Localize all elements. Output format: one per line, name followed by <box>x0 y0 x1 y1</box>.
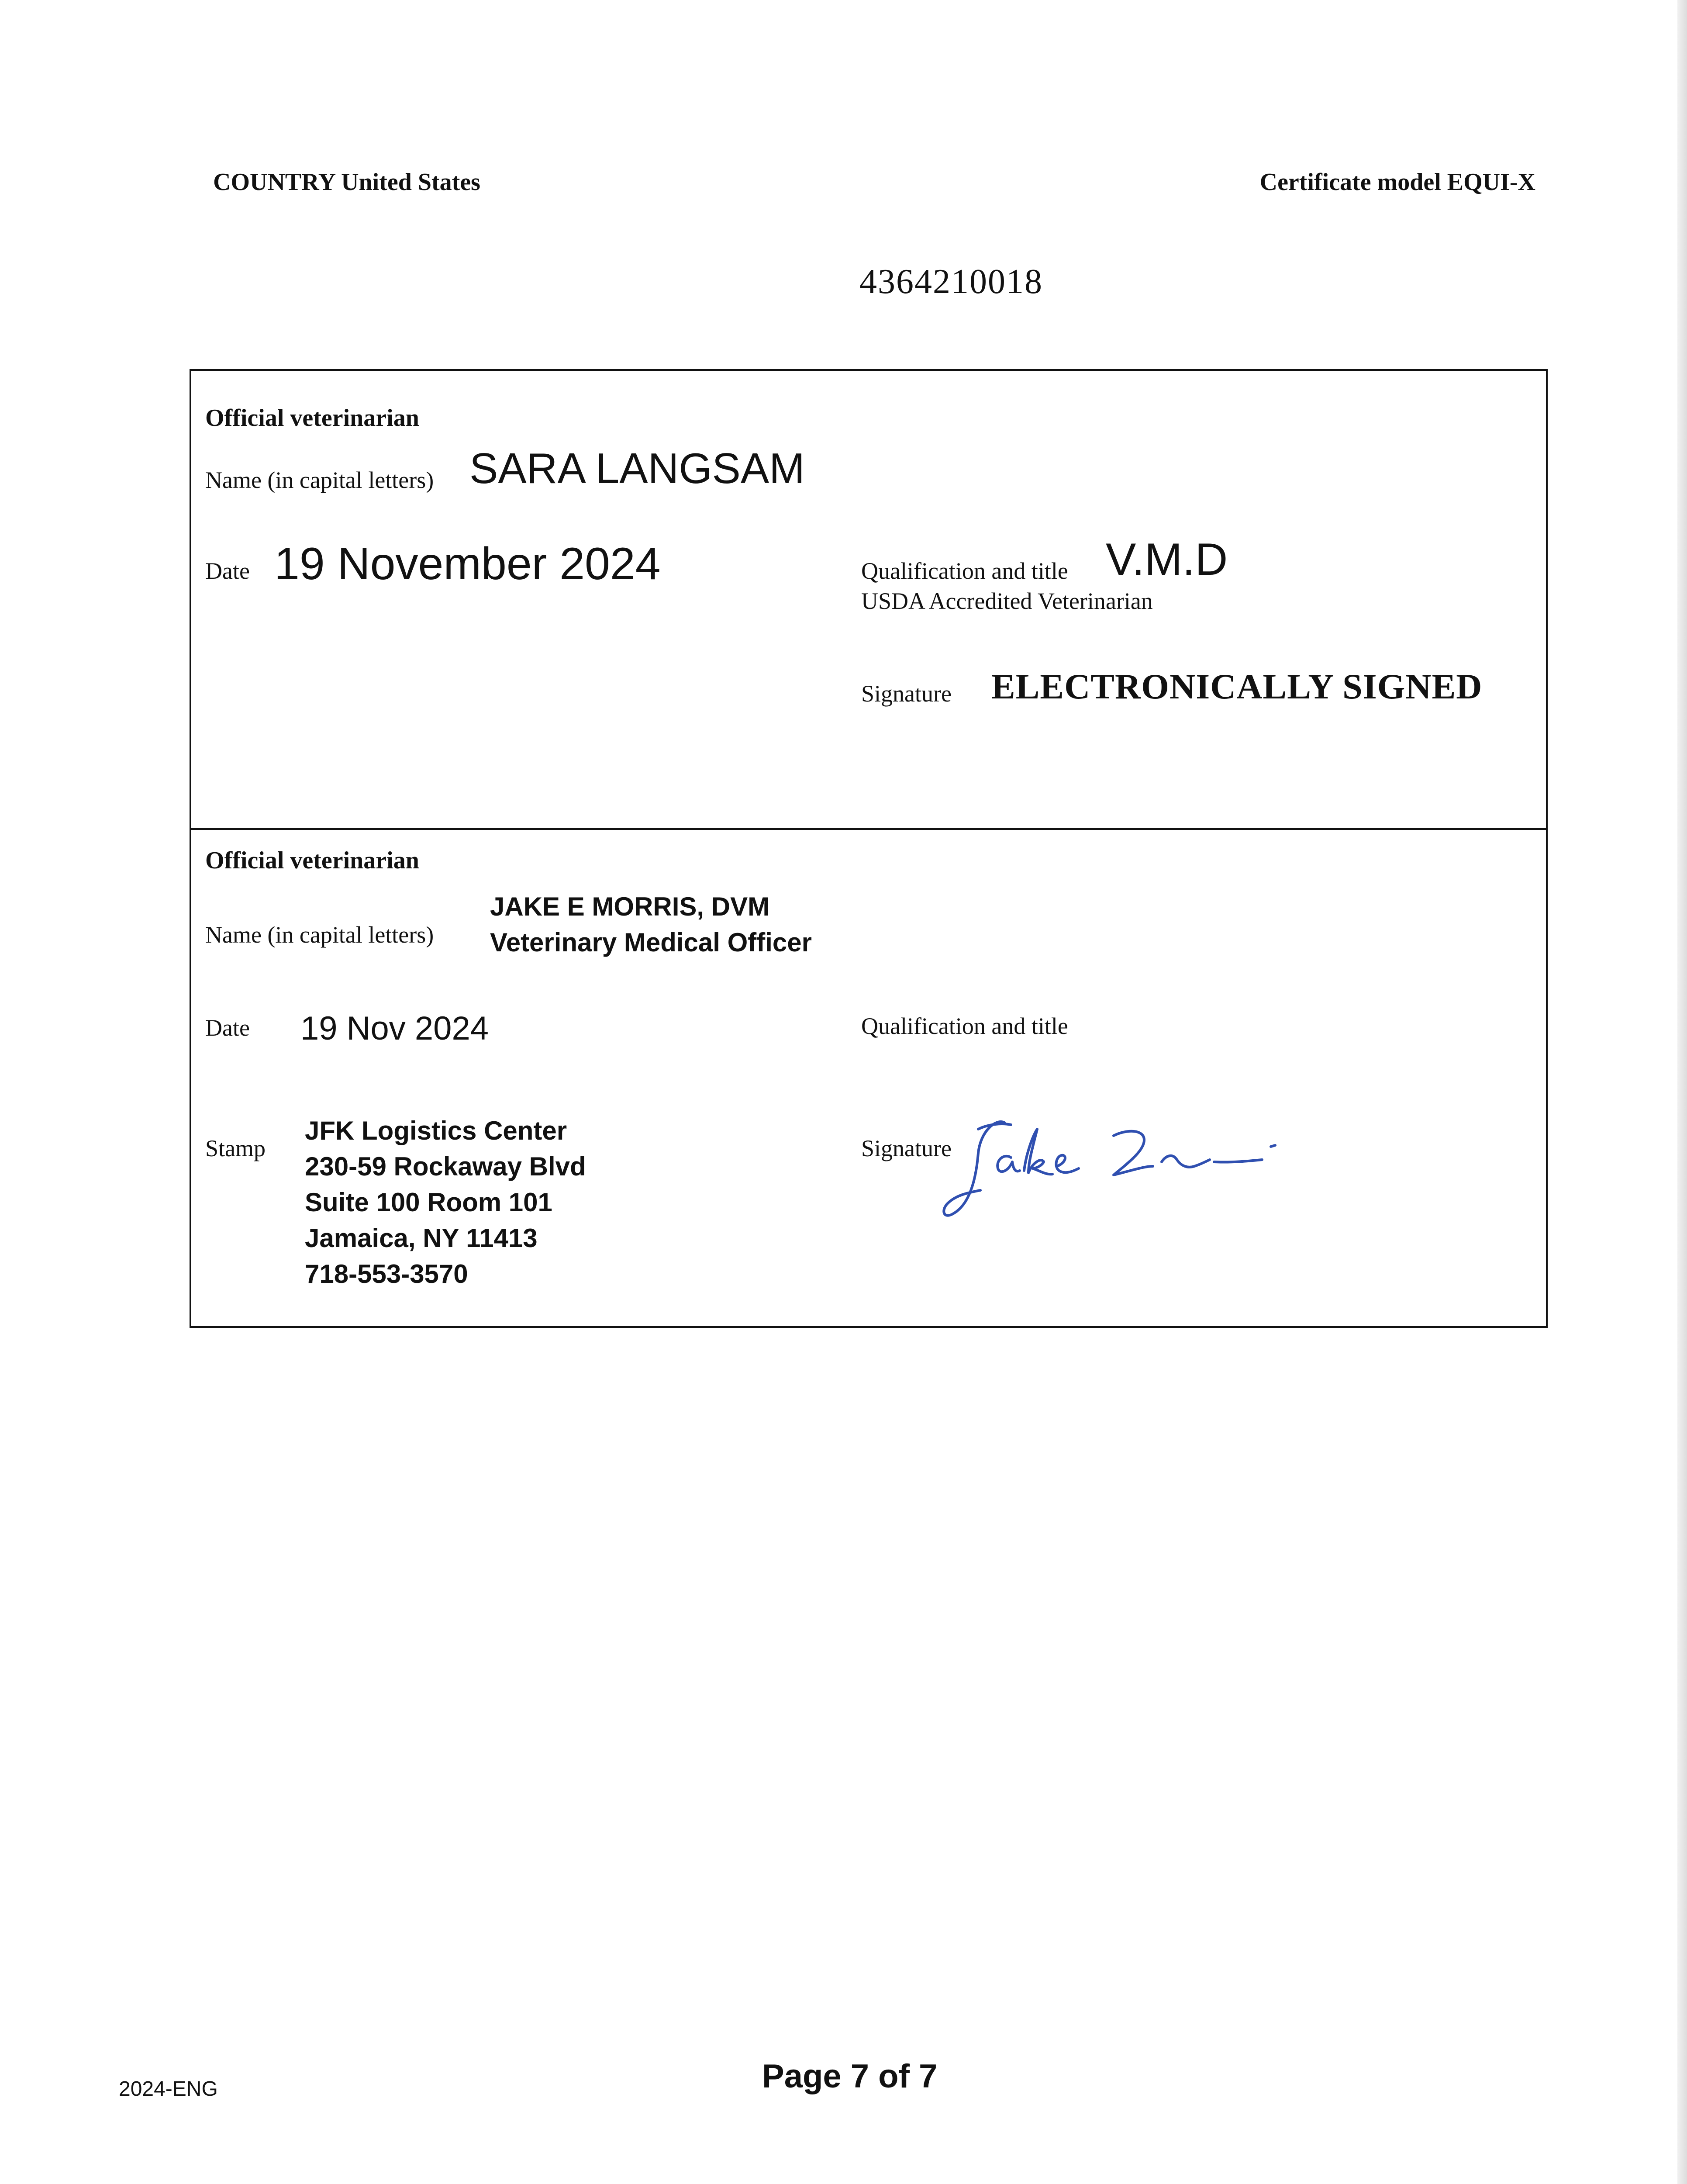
section-title-1: Official veterinarian <box>205 404 419 432</box>
name-label-2: Name (in capital letters) <box>205 922 434 948</box>
stamp-line: JFK Logistics Center <box>305 1116 567 1145</box>
certificate-number: 4364210018 <box>859 263 1043 301</box>
date-label-1: Date <box>205 558 250 584</box>
stamp-line: Suite 100 Room 101 <box>305 1188 552 1217</box>
scan-edge-shadow <box>1677 0 1687 2184</box>
handwritten-signature <box>939 1105 1297 1227</box>
date-label-2: Date <box>205 1015 250 1041</box>
stamp-line: 230-59 Rockaway Blvd <box>305 1152 586 1181</box>
section-title-2: Official veterinarian <box>205 847 419 874</box>
qualification-value-1: V.M.D <box>1106 534 1228 585</box>
name-label-1: Name (in capital letters) <box>205 467 434 493</box>
qualification-sub-1: USDA Accredited Veterinarian <box>861 588 1153 614</box>
name-value-1: SARA LANGSAM <box>469 444 805 492</box>
name-line2-2: Veterinary Medical Officer <box>490 928 812 957</box>
qualification-label-1: Qualification and title <box>861 558 1068 584</box>
form-code: 2024-ENG <box>119 2077 218 2101</box>
electronic-signature: ELECTRONICALLY SIGNED <box>991 667 1483 706</box>
country-line <box>213 168 480 196</box>
stamp-block <box>305 1113 586 1292</box>
certificate-model-value: EQUI-X <box>1447 169 1535 196</box>
page-indicator: Page 7 of 7 <box>762 2058 938 2095</box>
signature-label-2: Signature <box>861 1135 952 1161</box>
certificate-model-line <box>1260 168 1535 196</box>
stamp-line: Jamaica, NY 11413 <box>305 1223 538 1253</box>
signature-label-1: Signature <box>861 681 952 707</box>
certificate-model-label: Certificate model <box>1259 169 1441 196</box>
date-value-2: 19 Nov 2024 <box>300 1010 489 1047</box>
stamp-label: Stamp <box>205 1135 266 1161</box>
country-value: United States <box>341 169 480 196</box>
country-label: COUNTRY <box>213 169 335 196</box>
date-value-1: 19 November 2024 <box>274 539 661 589</box>
stamp-line: 718-553-3570 <box>305 1259 468 1289</box>
qualification-label-2: Qualification and title <box>861 1013 1068 1039</box>
name-line1-2: JAKE E MORRIS, DVM <box>490 892 770 921</box>
